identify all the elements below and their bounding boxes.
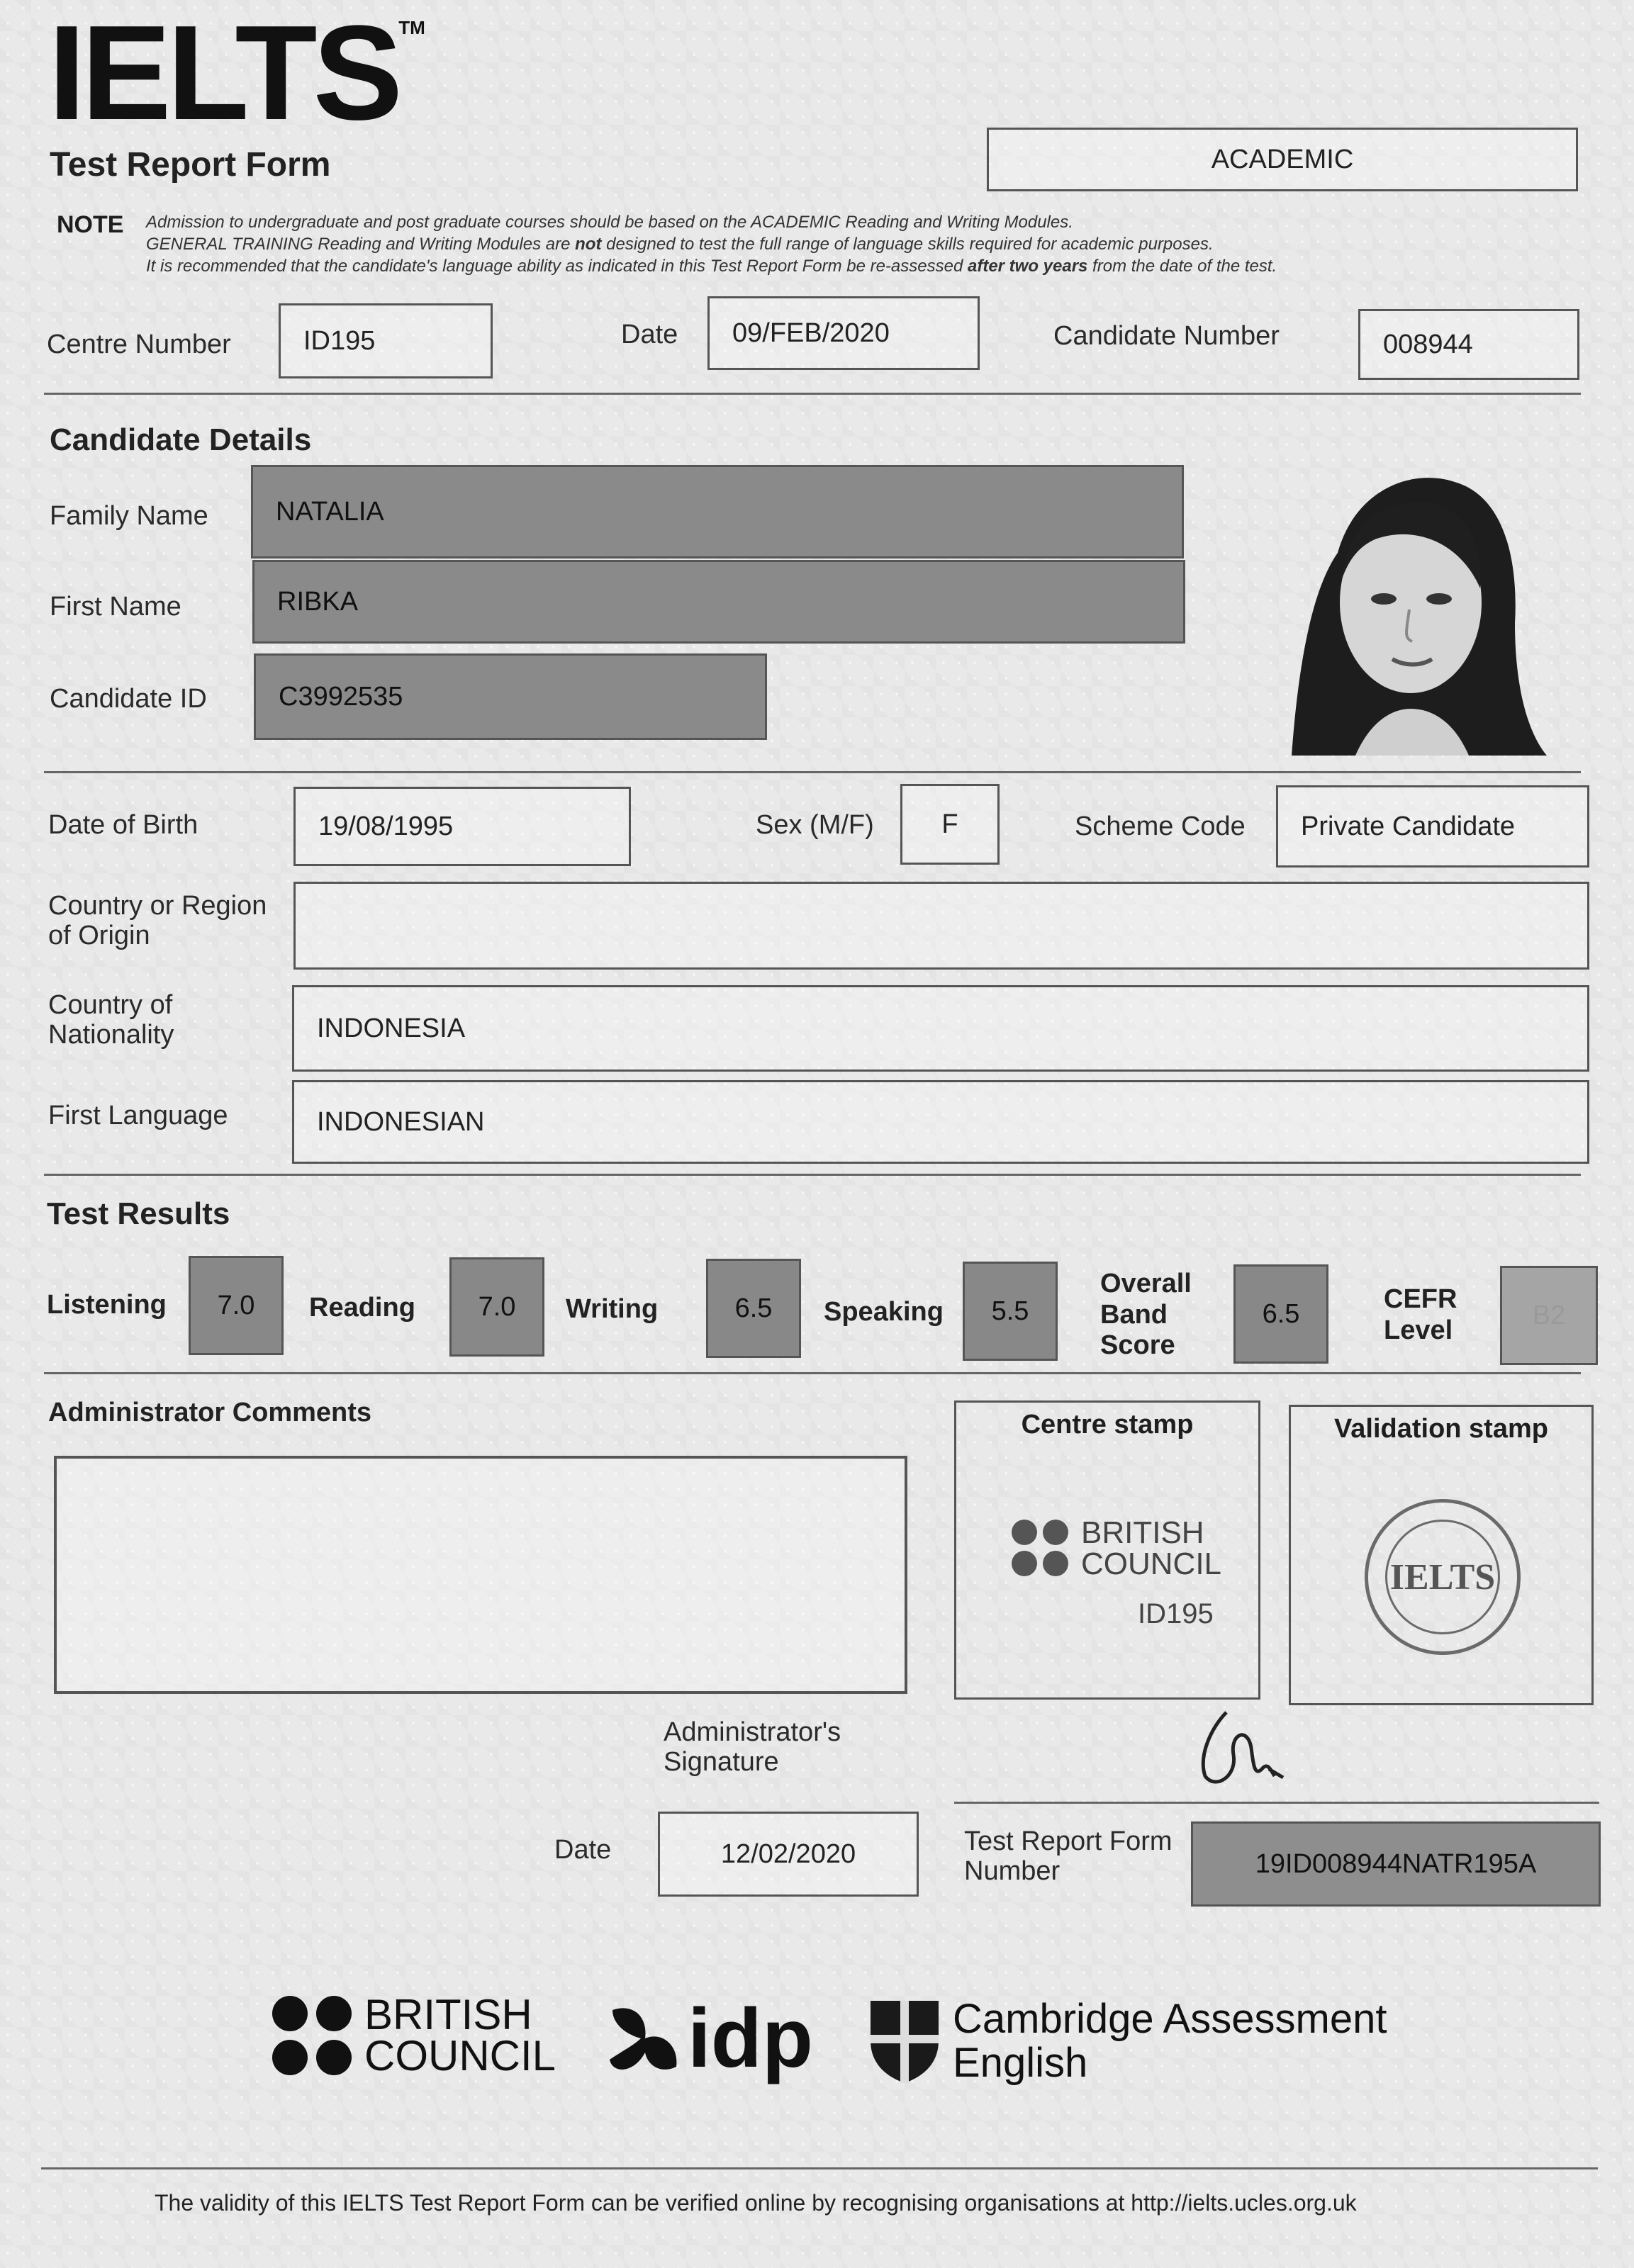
sex-value: F — [941, 809, 958, 839]
overall-band-score: 6.5 — [1233, 1264, 1328, 1364]
family-name-label: Family Name — [50, 501, 208, 531]
cambridge-shield-icon — [868, 1998, 941, 2084]
sex-label: Sex (M/F) — [756, 810, 874, 840]
trf-number-value: 19ID008944NATR195A — [1255, 1848, 1537, 1879]
candidate-details-title: Candidate Details — [50, 422, 312, 457]
first-language-field — [292, 1080, 1589, 1164]
scheme-code-value: Private Candidate — [1301, 811, 1516, 841]
issue-date-field — [658, 1812, 919, 1897]
british-council-stamp: BRITISH COUNCIL — [1010, 1517, 1221, 1580]
seal-text: IELTS — [1389, 1556, 1496, 1598]
british-council-dots-icon — [271, 1994, 353, 2077]
candidate-number-value: 008944 — [1383, 329, 1473, 359]
date-label: Date — [621, 320, 678, 349]
test-date-value: 09/FEB/2020 — [732, 318, 890, 348]
centre-number-label: Centre Number — [47, 330, 231, 359]
dob-label: Date of Birth — [48, 810, 198, 840]
ielts-logo — [48, 0, 425, 148]
test-date-field — [707, 296, 980, 370]
candidate-number-field — [1358, 309, 1579, 380]
administrator-comments-field — [54, 1456, 907, 1694]
family-name-value: NATALIA — [276, 496, 384, 527]
candidate-id-label: Candidate ID — [50, 684, 207, 714]
first-language-label: First Language — [48, 1101, 228, 1130]
cefr-level-label: CEFR Level — [1384, 1284, 1457, 1345]
note-line-3: It is recommended that the candidate's language ability as indicated in this Test Report Form be re-assessed after two years from the date of the test. — [146, 257, 1277, 276]
administrator-signature-label: Administrator's Signature — [664, 1717, 841, 1777]
origin-field — [293, 882, 1589, 970]
centre-number-field — [279, 303, 493, 378]
test-results-title: Test Results — [47, 1196, 230, 1231]
note-line-1: Admission to undergraduate and post graduate courses should be based on the ACADEMIC Reading and Writing Modules. — [146, 213, 1073, 232]
listening-label: Listening — [47, 1290, 167, 1320]
administrator-signature — [1184, 1698, 1290, 1797]
centre-number-value: ID195 — [303, 325, 376, 356]
divider — [44, 1372, 1581, 1374]
idp-mark-icon — [605, 1996, 685, 2081]
note-line-2: GENERAL TRAINING Reading and Writing Modules are not designed to test the full range of language skills required for academic purposes. — [146, 235, 1214, 254]
centre-stamp-box — [954, 1400, 1260, 1700]
validation-stamp-box — [1289, 1405, 1594, 1705]
dob-value: 19/08/1995 — [318, 811, 454, 841]
cambridge-line-2: English — [953, 2040, 1088, 2086]
divider — [44, 771, 1581, 773]
candidate-number-label: Candidate Number — [1053, 321, 1280, 351]
first-name-value: RIBKA — [277, 586, 359, 617]
nationality-value: INDONESIA — [317, 1013, 466, 1043]
writing-label: Writing — [566, 1294, 659, 1324]
divider — [44, 393, 1581, 395]
speaking-score: 5.5 — [963, 1262, 1058, 1361]
reading-score: 7.0 — [449, 1257, 544, 1357]
reading-label: Reading — [309, 1293, 415, 1323]
speaking-label: Speaking — [824, 1297, 944, 1327]
cefr-level-value: B2 — [1500, 1266, 1598, 1365]
idp-logo: idp — [605, 1996, 813, 2081]
family-name-field — [251, 465, 1184, 558]
ielts-seal — [1365, 1499, 1521, 1655]
ielts-logo-text: IELTS — [48, 0, 399, 148]
first-name-field — [252, 560, 1185, 644]
scheme-code-field — [1276, 785, 1589, 868]
british-council-logo: BRITISH COUNCIL — [271, 1994, 556, 2077]
administrator-comments-label: Administrator Comments — [48, 1398, 372, 1427]
candidate-id-field — [254, 653, 767, 740]
centre-stamp-label: Centre stamp — [1021, 1410, 1194, 1439]
footer-divider — [41, 2167, 1598, 2169]
module-value: ACADEMIC — [1211, 144, 1354, 174]
dob-field — [293, 787, 631, 866]
note-label: NOTE — [57, 211, 124, 238]
signature-line — [954, 1802, 1599, 1804]
origin-label: Country or Region of Origin — [48, 891, 267, 950]
trf-number-field — [1191, 1821, 1601, 1907]
divider — [44, 1174, 1581, 1176]
cambridge-assessment-logo — [868, 1997, 1387, 2085]
british-council-dots-icon — [1010, 1518, 1071, 1579]
validity-statement: The validity of this IELTS Test Report Form can be verified online by recognising organisations at http://ielts.ucles.org.uk — [155, 2190, 1357, 2216]
issue-date-label: Date — [554, 1835, 612, 1865]
candidate-portrait — [1270, 447, 1547, 756]
validation-stamp-label: Validation stamp — [1334, 1414, 1548, 1444]
first-language-value: INDONESIAN — [317, 1106, 485, 1137]
candidate-id-value: C3992535 — [279, 681, 403, 712]
candidate-photo — [1270, 447, 1547, 756]
form-title: Test Report Form — [50, 146, 331, 184]
nationality-field — [292, 985, 1589, 1072]
trademark: TM — [398, 17, 425, 38]
nationality-label: Country of Nationality — [48, 990, 174, 1050]
module-box — [987, 128, 1578, 191]
scheme-code-label: Scheme Code — [1075, 812, 1246, 841]
trf-number-label: Test Report Form Number — [964, 1826, 1173, 1886]
first-name-label: First Name — [50, 592, 181, 622]
issue-date-value: 12/02/2020 — [720, 1838, 856, 1869]
sex-field — [900, 784, 1000, 865]
overall-band-label: Overall Band Score — [1100, 1269, 1192, 1361]
note-text — [146, 211, 1493, 277]
stamp-centre-number: ID195 — [1138, 1598, 1214, 1629]
listening-score: 7.0 — [189, 1256, 284, 1355]
cambridge-line-1: Cambridge Assessment — [953, 1996, 1387, 2042]
writing-score: 6.5 — [706, 1259, 801, 1358]
